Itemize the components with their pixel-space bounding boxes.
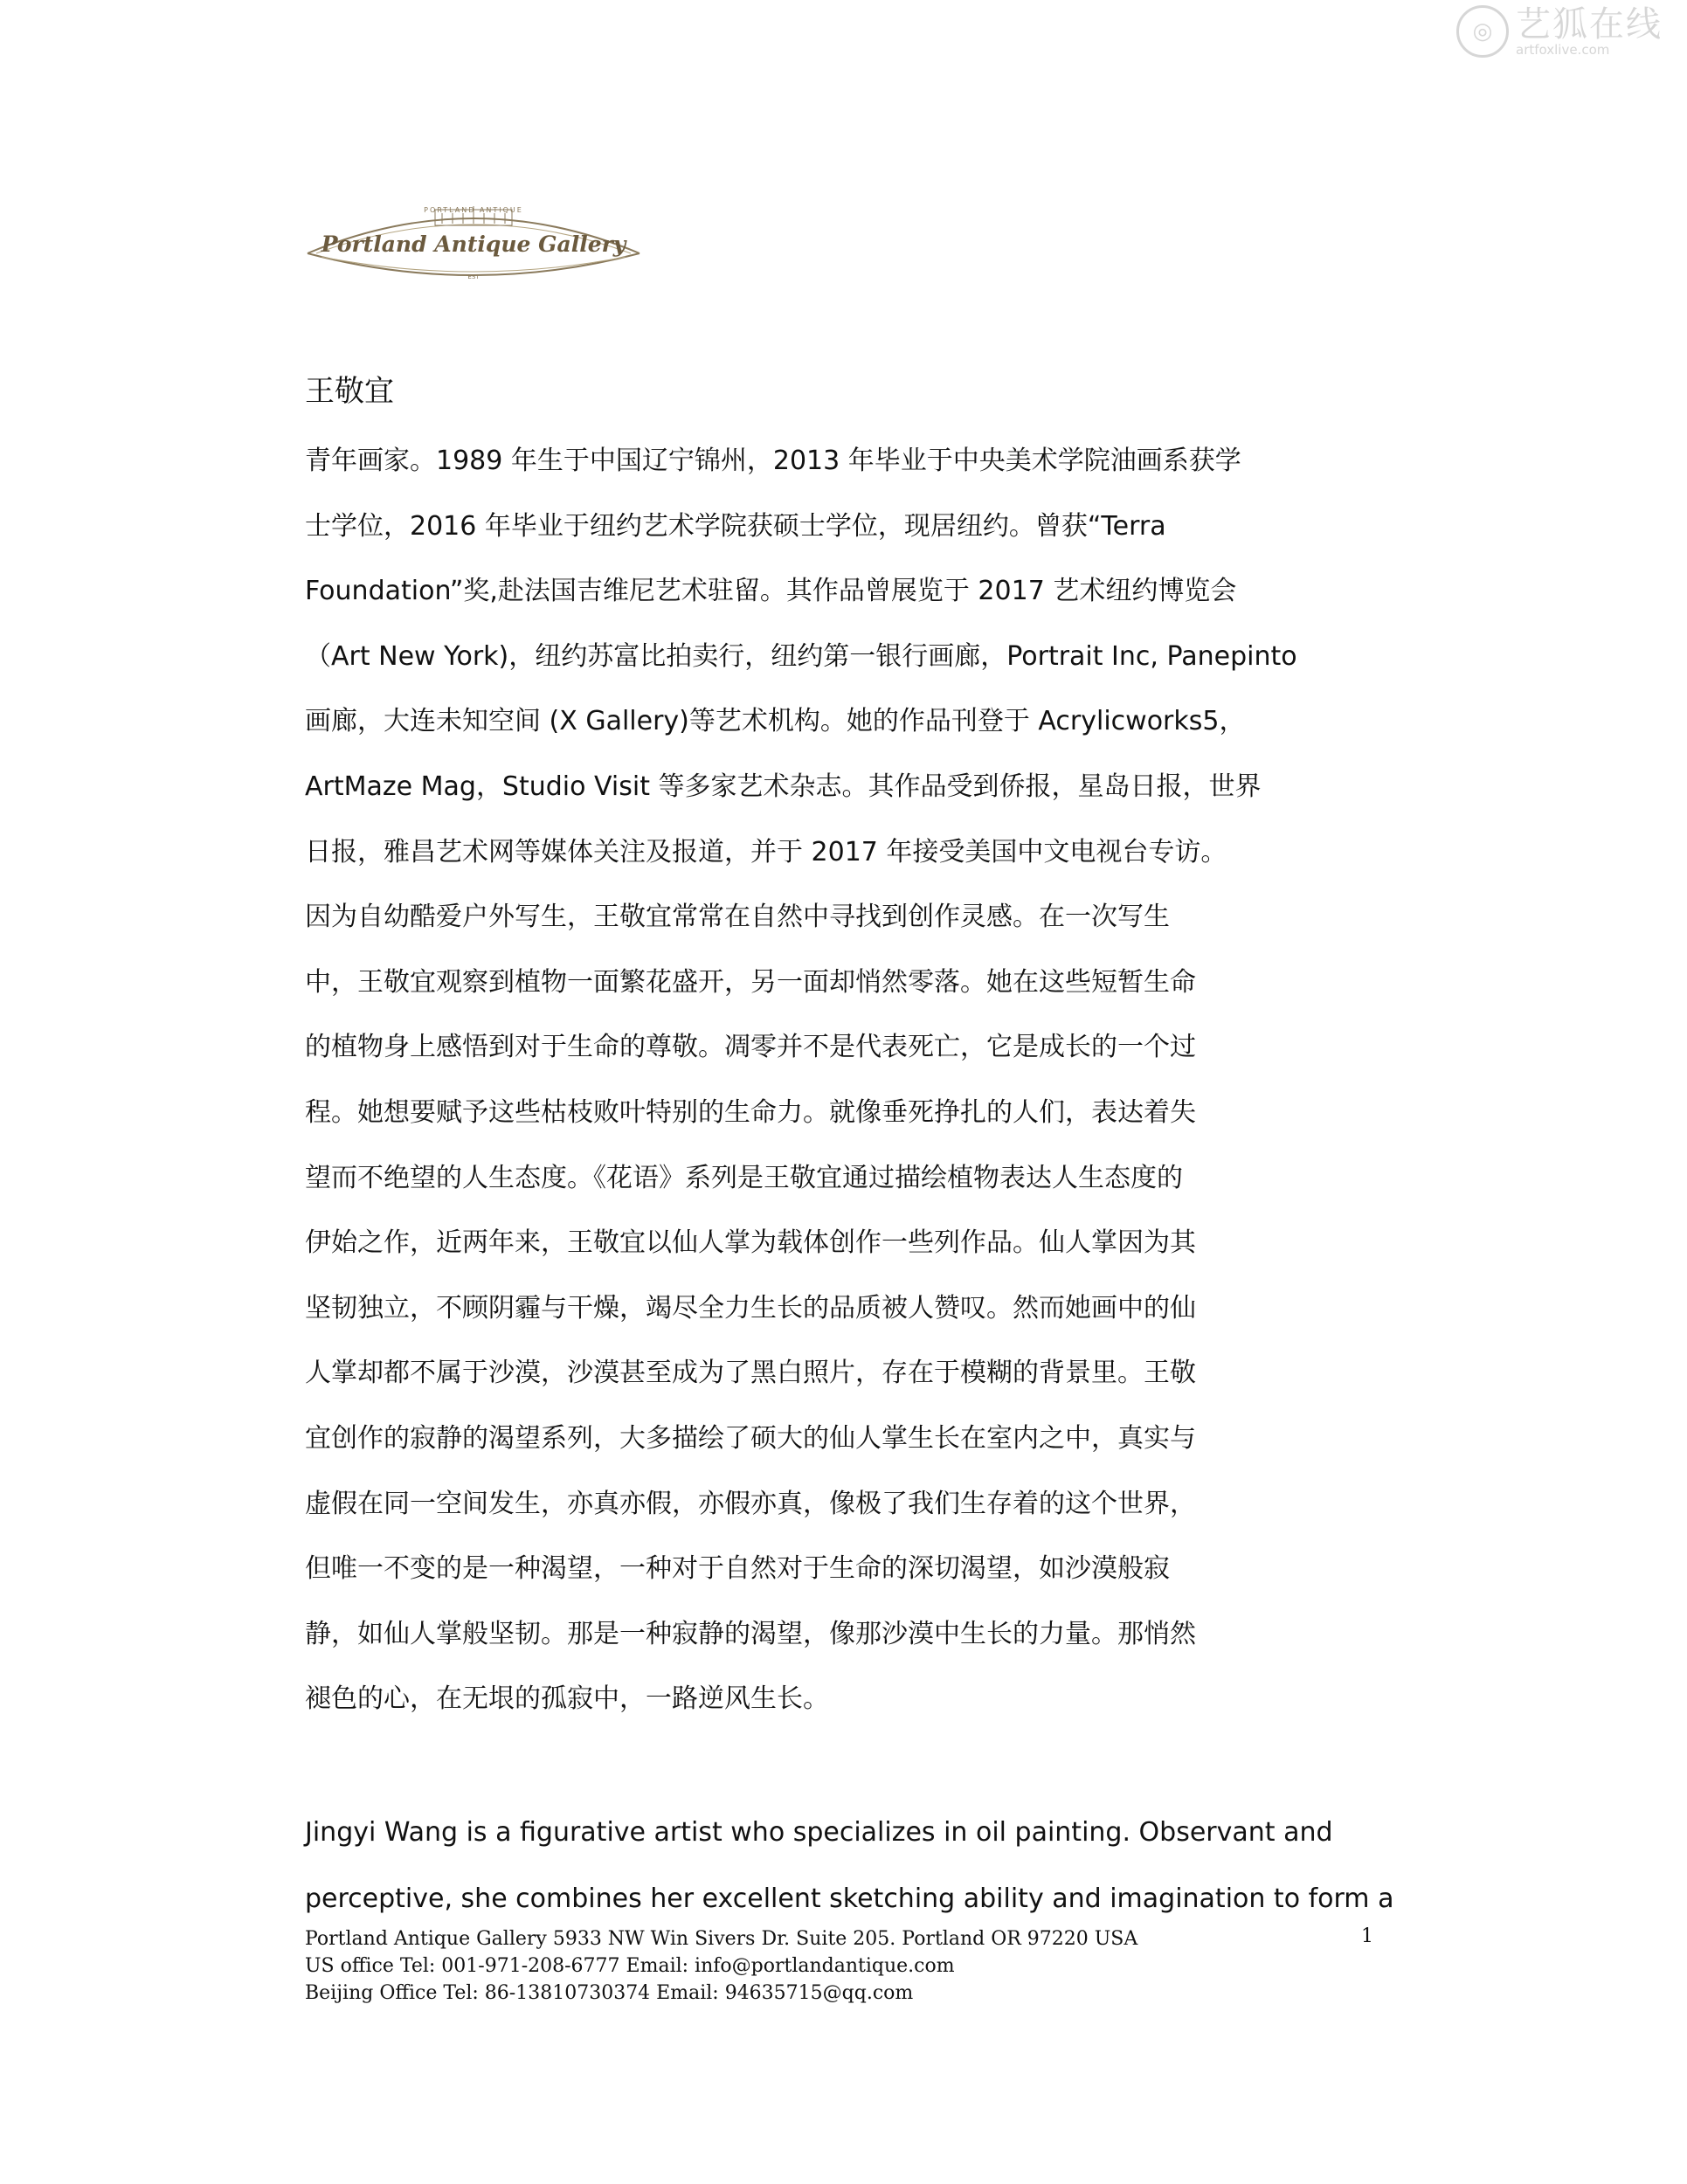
bio-line: 静，如仙人掌般坚韧。那是一种寂静的渴望，像那沙漠中生长的力量。那悄然 xyxy=(305,1618,1196,1649)
footer xyxy=(305,1925,1137,2007)
bio-line: 青年画家。1989 年生于中国辽宁锦州，2013 年毕业于中央美术学院油画系获学 xyxy=(305,446,1241,476)
english-bio-line: perceptive, she combines her excellent sketching ability and imagination to form a xyxy=(305,1883,1394,1914)
english-bio-line: Jingyi Wang is a figurative artist who specializes in oil painting. Observant and xyxy=(305,1817,1333,1848)
bio-line: 程。她想要赋予这些枯枝败叶特别的生命力。就像垂死挣扎的人们，表达着失 xyxy=(305,1096,1196,1128)
document-body xyxy=(305,367,1379,1732)
bio-line: 的植物身上感悟到对于生命的尊敬。凋零并不是代表死亡，它是成长的一个过 xyxy=(305,1032,1196,1063)
logo-tiny-text: PORTLAND ANTIQUE xyxy=(424,206,523,214)
footer-us-office: US office Tel: 001-971-208-6777 Email: info@portlandantique.com xyxy=(305,1955,955,1977)
bio-line: 伊始之作，近两年来，王敬宜以仙人掌为载体创作一些列作品。仙人掌因为其 xyxy=(305,1227,1196,1259)
bio-line: 因为自幼酷爱户外写生，王敬宜常常在自然中寻找到创作灵感。在一次写生 xyxy=(305,902,1170,933)
bio-line: 人掌却都不属于沙漠，沙漠甚至成为了黑白照片，存在于模糊的背景里。王敬 xyxy=(305,1358,1196,1389)
footer-address: Portland Antique Gallery 5933 NW Win Sivers Dr. Suite 205. Portland OR 97220 USA xyxy=(305,1928,1138,1950)
bio-line: 但唯一不变的是一种渴望，一种对于自然对于生命的深切渴望，如沙漠般寂 xyxy=(305,1553,1170,1585)
watermark xyxy=(1456,5,1663,58)
bio-line: 画廊，大连未知空间 (X Gallery)等艺术机构。她的作品刊登于 Acrylicworks5， xyxy=(305,706,1246,737)
bio-line: 宜创作的寂静的渴望系列，大多描绘了硕大的仙人掌生长在室内之中，真实与 xyxy=(305,1422,1196,1454)
bio-line: 日报，雅昌艺术网等媒体关注及报道，并于 2017 年接受美国中文电视台专访。 xyxy=(305,836,1227,867)
footer-beijing-office: Beijing Office Tel: 86-13810730374 Email: 94635715@qq.com xyxy=(305,1982,914,2004)
bio-line: 褪色的心，在无垠的孤寂中，一路逆风生长。 xyxy=(305,1683,829,1715)
logo-est: EST xyxy=(467,273,480,280)
logo-text: Portland Antique Gallery xyxy=(321,232,626,257)
gallery-logo xyxy=(304,192,643,288)
bio-line: ArtMaze Mag，Studio Visit 等多家艺术杂志。其作品受到侨报，星岛日报，世界 xyxy=(305,771,1262,802)
bio-line: 中，王敬宜观察到植物一面繁花盛开，另一面却悄然零落。她在这些短暂生命 xyxy=(305,966,1196,998)
watermark-en: artfoxlive.com xyxy=(1516,41,1610,58)
bio-line: 虚假在同一空间发生，亦真亦假，亦假亦真，像极了我们生存着的这个世界， xyxy=(305,1488,1196,1519)
bio-line: Foundation”奖,赴法国吉维尼艺术驻留。其作品曾展览于 2017 艺术纽约博览会 xyxy=(305,576,1237,607)
page-number: 1 xyxy=(1361,1925,1373,1947)
english-bio xyxy=(305,1800,1394,1932)
bio-line: （Art New York)，纽约苏富比拍卖行，纽约第一银行画廊，Portrait Inc, Panepinto xyxy=(305,640,1297,672)
bio-line: 士学位，2016 年毕业于纽约艺术学院获硕士学位，现居纽约。曾获“Terra xyxy=(305,510,1166,542)
chinese-bio xyxy=(305,429,1379,1732)
bio-line: 坚韧独立，不顾阴霾与干燥，竭尽全力生长的品质被人赞叹。然而她画中的仙 xyxy=(305,1292,1196,1324)
artist-name: 王敬宜 xyxy=(305,374,394,409)
bio-line: 望而不绝望的人生态度。《花语》系列是王敬宜通过描绘植物表达人生态度的 xyxy=(305,1162,1183,1193)
watermark-cn: 艺狐在线 xyxy=(1516,3,1663,45)
fox-icon: ◎ xyxy=(1456,5,1509,58)
